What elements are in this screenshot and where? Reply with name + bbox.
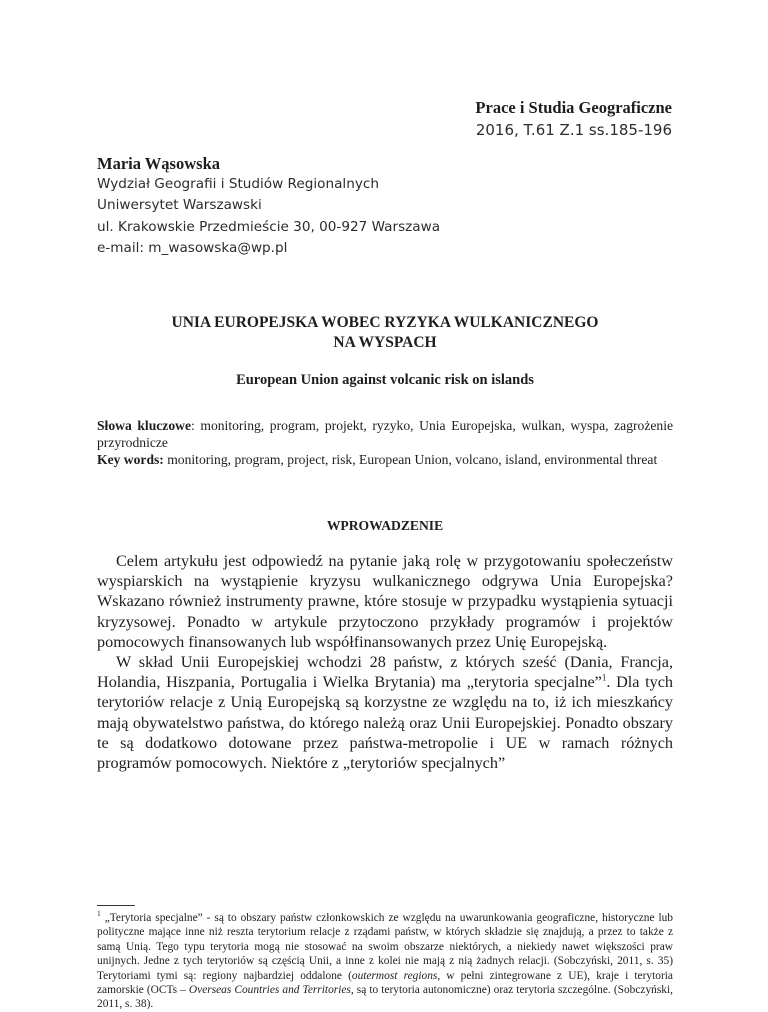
journal-issue: 2016, T.61 Z.1 ss.185-196 bbox=[475, 121, 672, 139]
paragraph-text: W skład Unii Europejskiej wchodzi 28 państw, z których sześć (Dania, Francja, Holandia, Hiszpania, Portugalia i Wielka Brytania) ma „terytoria specjalne” bbox=[97, 653, 673, 692]
journal-name: Prace i Studia Geograficzne bbox=[475, 98, 672, 117]
paragraph-text: . Dla tych terytoriów relacje z Unią Europejską są korzystne ze względu na to, iż ich mieszkańcy mają obywatelstwo państwa, do którego należą oraz Unii Europejskiej. Ponadto obszary te są dodatkowo dotowane przez państwa-metropolie i UE w ramach różnych programów pomocowych. Niektóre z „terytoriów specjalnych” bbox=[97, 673, 673, 773]
affiliation-line: ul. Krakowskie Przedmieście 30, 00-927 Warszawa bbox=[97, 218, 441, 235]
affiliation-line: Uniwersytet Warszawski bbox=[97, 197, 262, 214]
footnote bbox=[97, 911, 673, 1012]
paragraph bbox=[97, 652, 673, 773]
footnote-italic: outermost regions bbox=[351, 969, 438, 982]
body-text bbox=[97, 551, 673, 773]
footnote-divider bbox=[97, 905, 135, 906]
article-title-line: UNIA EUROPEJSKA WOBEC RYZYKA WULKANICZNEGO bbox=[171, 314, 599, 331]
paragraph: Celem artykułu jest odpowiedź na pytanie jaką rolę w przygotowaniu społeczeństw wyspiarskich na wystąpienie kryzysu wulkanicznego odgrywa Unia Europejska? Wskazano również instrumenty prawne, które stosuje w przypadku wystąpienia sytuacji kryzysowej. Ponadto w artykule przytoczono przykłady programów i projektów pomocowych finansowanych lub współfinansowanych przez Unię Europejską. bbox=[97, 552, 673, 651]
footnote-text: „Terytoria specjalne” - są to obszary państw członkowskich ze względu na uwarunkowania geograficzne, historyczne lub polityczne mające inne niż reszta terytorium relacje z rządami państw, w których składzie się znajdują, a przez to także z samą Unią. Tego typu terytoria mogą nie stosować na swoim obszarze niektórych, a niekiedy nawet większości praw unijnych. Jedne z tych terytoriów są częścią Unii, a inne z kolei nie mają z nią żadnych relacji. (Sobczyński, 2011, s. 35) Terytoriami tymi są: regiony najbardziej oddalone ( bbox=[97, 912, 673, 982]
keywords-english bbox=[97, 451, 673, 468]
author-name: Maria Wąsowska bbox=[97, 154, 220, 173]
footnote-italic: Overseas Countries and Territories bbox=[188, 984, 351, 997]
author-email: e-mail: m_wasowska@wp.pl bbox=[97, 239, 288, 256]
footnote-ref[interactable]: 1 bbox=[601, 672, 607, 683]
section-heading: WPROWADZENIE bbox=[326, 518, 444, 533]
footnote-text: , w pełni zintegrowane z UE), kraje i terytoria zamorskie (OCTs – bbox=[97, 969, 673, 997]
article-title bbox=[97, 313, 673, 353]
keywords-polish bbox=[97, 417, 673, 451]
keywords-block bbox=[97, 417, 673, 468]
footnote-number: 1 bbox=[97, 909, 101, 919]
journal-header bbox=[475, 97, 672, 141]
keywords-english-text: monitoring, program, project, risk, European Union, volcano, island, environmental threat bbox=[163, 452, 658, 467]
author-block bbox=[97, 153, 440, 259]
article-title-english: European Union against volcanic risk on islands bbox=[236, 372, 534, 388]
keywords-polish-label: Słowa kluczowe bbox=[97, 418, 191, 433]
keywords-english-label: Key words: bbox=[97, 452, 164, 467]
affiliation-line: Wydział Geografii i Studiów Regionalnych bbox=[97, 176, 379, 192]
article-title-line: NA WYSPACH bbox=[333, 334, 437, 351]
keywords-polish-text: : monitoring, program, projekt, ryzyko, Unia Europejska, wulkan, wyspa, zagrożenie przyrodnicze bbox=[97, 418, 674, 450]
footnote-text: , są to terytoria autonomiczne) oraz terytoria szczególne. (Sobczyński, 2011, s. 38). bbox=[97, 984, 673, 1011]
